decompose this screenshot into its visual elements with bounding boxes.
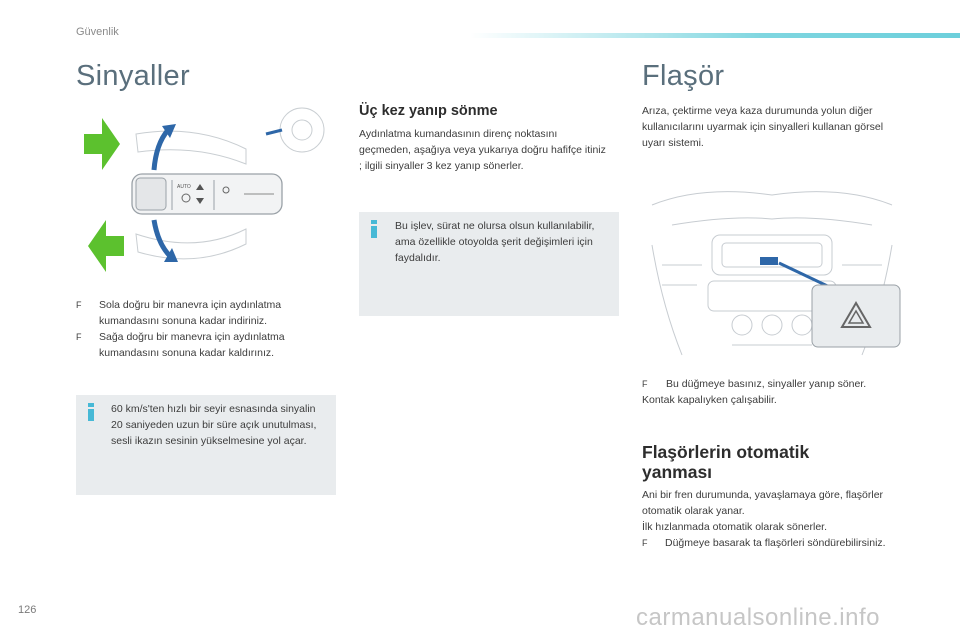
stalk-down-arrow-icon (154, 220, 170, 256)
auto-hazard-paragraph: Ani bir fren durumunda, yavaşlamaya göre, flaşörler otomatik olarak yanar. (642, 489, 884, 517)
left-turn-arrow-icon (88, 220, 124, 272)
bullet-press-button (642, 376, 912, 392)
header-accent-bar (470, 33, 960, 38)
bullet-text: Sola doğru bir manevra için aydınlatma kumandasını sonuna kadar indiriniz. (99, 299, 282, 327)
info-note-speed (76, 395, 336, 495)
info-icon (371, 220, 377, 238)
bullet-text: Sağa doğru bir manevra için aydınlatma kumandasını sonuna kadar kaldırınız. (99, 331, 285, 359)
bullet-text: Bu düğmeye basınız, sinyaller yanıp söner. (666, 378, 867, 390)
ignition-off-note: Kontak kapalıyken çalışabilir. (642, 394, 777, 406)
auto-label: AUTO (177, 184, 191, 190)
info-icon (88, 403, 94, 421)
signal-stalk-illustration (76, 104, 336, 279)
info-note-lane-change (359, 212, 619, 316)
bullet-marker: F (76, 300, 82, 310)
bullet-marker: F (76, 332, 82, 342)
watermark: carmanualsonline.info (636, 604, 880, 631)
bullet-left-turn (76, 297, 334, 329)
page-number: 126 (18, 604, 37, 616)
page-title-hazard: Flaşör (642, 60, 725, 92)
note-text: Bu işlev, sürat ne olursa olsun kullanılabilir, ama özellikle otoyolda şerit değişimleri için faydalıdır. (395, 220, 595, 264)
heading-auto-hazard: Flaşörlerin otomatik yanması (642, 442, 810, 482)
bullet-marker: F (642, 538, 648, 548)
hazard-dashboard-illustration (642, 185, 904, 359)
page-title-signals: Sinyaller (76, 60, 190, 92)
heading-triple-flash: Üç kez yanıp sönme (359, 103, 498, 119)
section-label: Güvenlik (76, 26, 119, 38)
auto-hazard-text (642, 487, 902, 551)
bullet-right-turn (76, 329, 334, 361)
left-bullets (76, 297, 334, 361)
bullet-marker: F (642, 379, 648, 389)
bullet-manual-off (642, 535, 902, 551)
triple-flash-paragraph: Aydınlatma kumandasının direnç noktasını geçmeden, aşağıya veya yukarıya doğru hafifçe itiniz ; ilgili sinyaller 3 kez yanıp sönerler. (359, 128, 606, 172)
right-turn-arrow-icon (84, 118, 120, 170)
note-text: 60 km/s'ten hızlı bir seyir esnasında sinyalin 20 saniyeden uzun bir süre açık unutulması, sesli ikazın sesinin yükselmesine yol açar. (111, 403, 317, 447)
hazard-intro: Arıza, çektirme veya kaza durumunda yolun diğer kullanıcılarını uyarmak için sinyalleri kullanan görsel uyarı sistemi. (642, 105, 884, 149)
hazard-instructions (642, 376, 912, 408)
auto-hazard-off-line: İlk hızlanmada otomatik olarak sönerler. (642, 521, 828, 533)
bullet-text: Düğmeye basarak ta flaşörleri söndürebilirsiniz. (665, 537, 886, 549)
